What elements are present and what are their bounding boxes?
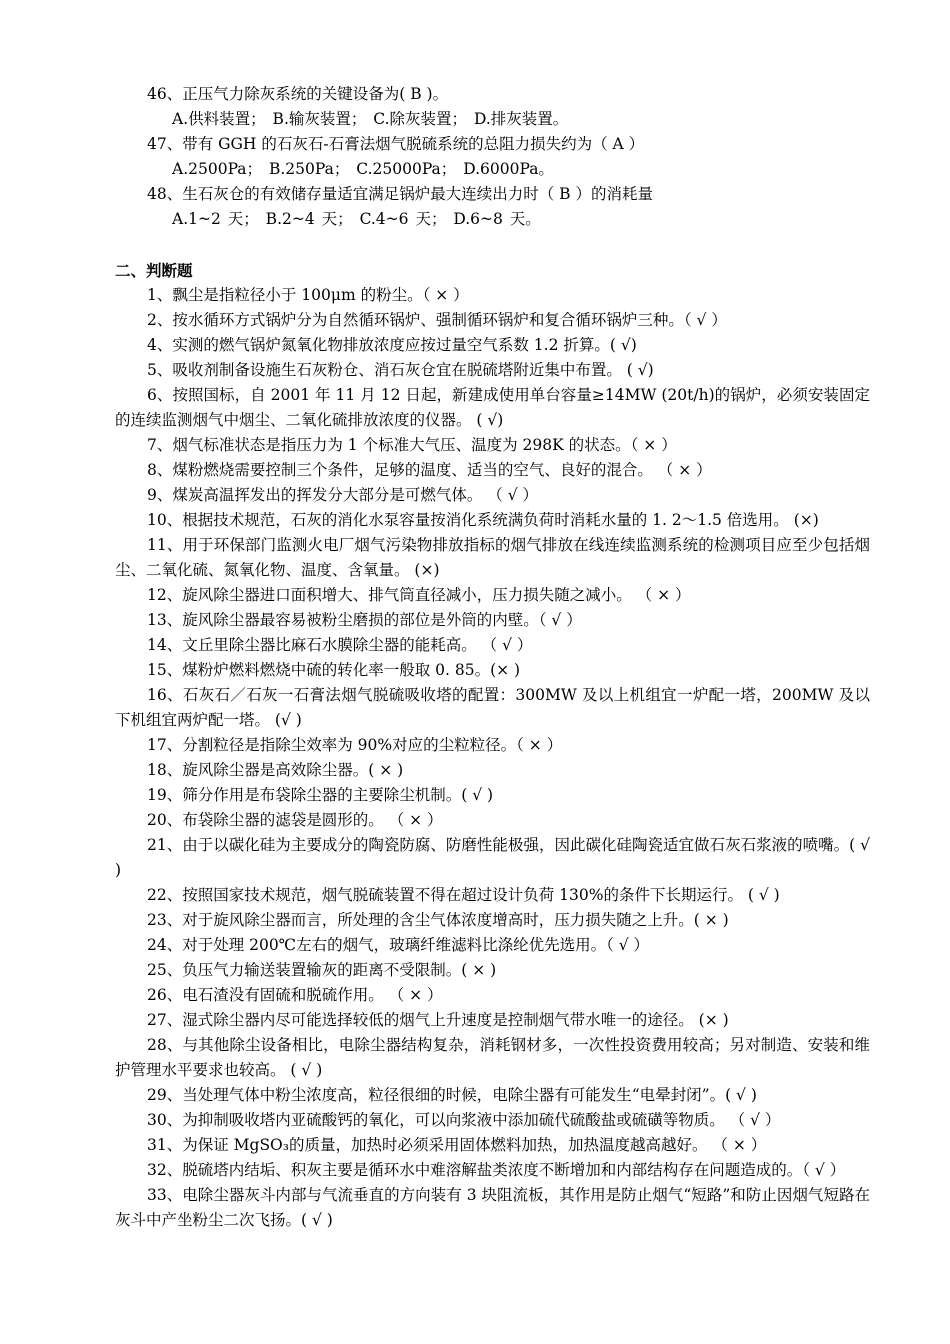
judge-item: 31、为保证 MgSO₃的质量，加热时必须采用固体燃料加热，加热温度越高越好。 （ × ）	[147, 1136, 767, 1154]
judge-item: 23、对于旋风除尘器而言，所处理的含尘气体浓度增高时，压力损失随之上升。( × )	[147, 911, 729, 929]
options-48: A.1~2 天； B.2~4 天； C.4~6 天； D.6~8 天。	[172, 210, 541, 228]
question-48: 48、生石灰仓的有效储存量适宜满足锅炉最大连续出力时（ B ）的消耗量	[147, 185, 653, 203]
judge-item: 27、湿式除尘器内尽可能选择较低的烟气上升速度是控制烟气带水唯一的途径。 (× )	[147, 1011, 729, 1029]
judge-item: 25、负压气力输送装置输灰的距离不受限制。( × )	[147, 961, 497, 979]
judge-item: 19、筛分作用是布袋除尘器的主要除尘机制。( √ )	[147, 786, 494, 804]
judge-item: 16、石灰石／石灰一石膏法烟气脱硫吸收塔的配置：300MW 及以上机组宜一炉配一塔，200MW 及以下机组宜两炉配一塔。 (√ )	[115, 686, 870, 729]
question-47: 47、带有 GGH 的石灰石-石膏法烟气脱硫系统的总阻力损失约为（ A ）	[147, 135, 645, 153]
judge-item: 18、旋风除尘器是高效除尘器。( × )	[147, 761, 404, 779]
judge-item: 4、实测的燃气锅炉氮氧化物排放浓度应按过量空气系数 1.2 折算。( √)	[147, 336, 637, 354]
judge-item: 26、电石渣没有固硫和脱硫作用。 （ × ）	[147, 986, 443, 1004]
judge-item: 15、煤粉炉燃料燃烧中硫的转化率一般取 0. 85。(× )	[147, 661, 521, 679]
judge-item: 24、对于处理 200℃左右的烟气，玻璃纤维滤料比涤纶优先选用。（ √ ）	[147, 936, 650, 954]
judge-item: 5、吸收剂制备设施生石灰粉仓、消石灰仓宜在脱硫塔附近集中布置。 ( √)	[147, 361, 654, 379]
options-47: A.2500Pa； B.250Pa； C.25000Pa； D.6000Pa。	[172, 160, 554, 178]
judge-item: 11、用于环保部门监测火电厂烟气污染物排放指标的烟气排放在线连续监测系统的检测项目应至少包括烟尘、二氧化硫、氮氧化物、温度、含氧量。 (×)	[115, 536, 870, 579]
judge-item: 6、按照国标，自 2001 年 11 月 12 日起，新建成使用单台容量≥14MW (20t/h)的锅炉，必须安装固定的连续监测烟气中烟尘、二氧化硫排放浓度的仪器。 ( √)	[115, 386, 870, 429]
judge-item: 7、烟气标准状态是指压力为 1 个标准大气压、温度为 298K 的状态。（ × ）	[147, 436, 677, 454]
judge-item: 29、当处理气体中粉尘浓度高，粒径很细的时候，电除尘器有可能发生“电晕封闭”。( √ )	[147, 1086, 757, 1104]
judge-item: 13、旋风除尘器最容易被粉尘磨损的部位是外筒的内壁。（ √ ）	[147, 611, 582, 629]
judge-item: 10、根据技术规范，石灰的消化水泵容量按消化系统满负荷时消耗水量的 1. 2～1.5 倍选用。 (×)	[147, 511, 819, 529]
judge-item: 9、煤炭高温挥发出的挥发分大部分是可燃气体。 （ √ ）	[147, 486, 539, 504]
judge-item: 20、布袋除尘器的滤袋是圆形的。 （ × ）	[147, 811, 443, 829]
judge-item: 8、煤粉燃烧需要控制三个条件，足够的温度、适当的空气、良好的混合。 （ × ）	[147, 461, 712, 479]
judge-item: 1、飘尘是指粒径小于 100μm 的粉尘。（ × ）	[147, 286, 469, 304]
judge-item: 2、按水循环方式锅炉分为自然循环锅炉、强制循环锅炉和复合循环锅炉三种。（ √ ）	[147, 311, 727, 329]
section-heading: 二、判断题	[115, 261, 193, 280]
judge-item: 21、由于以碳化硅为主要成分的陶瓷防腐、防磨性能极强，因此碳化硅陶瓷适宜做石灰石浆液的喷嘴。( √ )	[115, 836, 870, 879]
judge-item: 17、分割粒径是指除尘效率为 90%对应的尘粒粒径。（ × ）	[147, 736, 563, 754]
judge-item: 14、文丘里除尘器比麻石水膜除尘器的能耗高。 （ √ ）	[147, 636, 533, 654]
judge-item: 33、电除尘器灰斗内部与气流垂直的方向装有 3 块阻流板，其作用是防止烟气“短路”和防止因烟气短路在灰斗中产坐粉尘二次飞扬。( √ )	[115, 1186, 870, 1229]
options-46: A.供料装置； B.输灰装置； C.除灰装置； D.排灰装置。	[172, 110, 569, 128]
judge-item: 32、脱硫塔内结垢、积灰主要是循环水中难溶解盐类浓度不断增加和内部结构存在问题造成的。（ √ ）	[147, 1161, 846, 1179]
judge-item: 28、与其他除尘设备相比，电除尘器结构复杂，消耗钢材多，一次性投资费用较高；另对制造、安装和维护管理水平要求也较高。 ( √ )	[115, 1036, 870, 1079]
question-46: 46、正压气力除灰系统的关键设备为( B )。	[147, 85, 449, 103]
judge-item: 22、按照国家技术规范，烟气脱硫装置不得在超过设计负荷 130%的条件下长期运行。 ( √ )	[147, 886, 780, 904]
judge-item: 12、旋风除尘器进口面积增大、排气筒直径减小，压力损失随之减小。 （ × ）	[147, 586, 691, 604]
judge-item: 30、为抑制吸收塔内亚硫酸钙的氧化，可以向浆液中添加硫代硫酸盐或硫磺等物质。 （ √ ）	[147, 1111, 781, 1129]
